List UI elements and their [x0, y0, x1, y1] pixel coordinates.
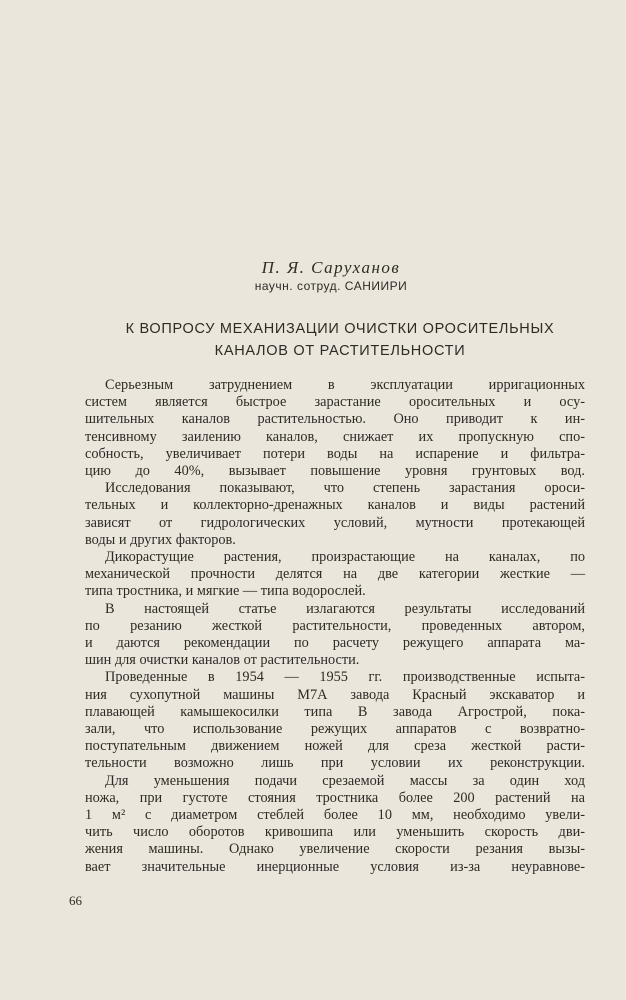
title-line: К ВОПРОСУ МЕХАНИЗАЦИИ ОЧИСТКИ ОРОСИТЕЛЬНЫХ — [125, 321, 555, 337]
text-line: Исследования показывают, что степень зарастания ороси- — [105, 480, 585, 497]
text-line: 1 м² с диаметром стеблей более 10 мм, необходимо увели- — [85, 807, 585, 824]
paragraph — [85, 669, 585, 772]
paragraph — [85, 773, 585, 876]
text-line: поступательным движением ножей для среза жесткой расти- — [85, 738, 585, 755]
text-line: Серьезным затруднением в эксплуатации ирригационных — [105, 377, 585, 393]
text-line: типа тростника, и мягкие — типа водорослей. — [85, 583, 366, 600]
author-position: научн. сотруд. САНИИРИ — [254, 279, 408, 293]
text-line: тельных и коллекторно-дренажных каналов и виды растений — [85, 497, 585, 514]
paragraph — [85, 480, 585, 549]
article-body — [85, 377, 585, 876]
text-line: зависят от гидрологических условий, мутности протекающей — [85, 514, 585, 531]
text-line: Для уменьшения подачи срезаемой массы за один ход — [105, 772, 585, 789]
paragraph — [85, 377, 585, 480]
paragraph — [85, 549, 585, 601]
text-line: В настоящей статье излагаются результаты исследований — [105, 600, 585, 617]
author-name: П. Я. Саруханов — [261, 258, 401, 277]
text-line: плавающей камышекосилки типа В завода Агрострой, пока- — [85, 703, 585, 720]
text-line: Проведенные в 1954 — 1955 гг. производственные испыта- — [105, 669, 585, 686]
text-line: механической прочности делятся на две категории жесткие — — [85, 566, 585, 583]
text-line: жения машины. Однако увеличение скорости резания вызы- — [85, 841, 585, 858]
text-line: воды и других факторов. — [85, 531, 236, 548]
page-number: 66 — [69, 893, 82, 908]
text-line: систем является быстрое зарастание оросительных и осу- — [85, 394, 585, 411]
text-line: чить число оборотов кривошипа или уменьшить скорость дви- — [85, 824, 585, 841]
text-line: тенсивному заилению каналов, снижает их пропускную спо- — [85, 428, 585, 445]
text-line: ния сухопутной машины М7А завода Красный экскаватор и — [85, 686, 585, 703]
text-line: зали, что использование режущих аппаратов с возвратно- — [85, 721, 585, 738]
text-line: шительных каналов растительностью. Оно приводит к ин- — [85, 411, 585, 428]
text-line: цию до 40%, вызывает повышение уровня грунтовых вод. — [85, 463, 585, 480]
text-line: по резанию жесткой растительности, проведенных автором, — [85, 617, 585, 634]
text-line: собность, увеличивает потери воды на испарение и фильтра- — [85, 445, 585, 462]
text-line: Дикорастущие растения, произрастающие на каналах, по — [105, 549, 585, 566]
text-line: тельности возможно лишь при условии их реконструкции. — [85, 755, 585, 772]
text-line: вает значительные инерционные условия из-за неуравнове- — [85, 858, 585, 875]
text-line: ножа, при густоте стояния тростника более 200 растений на — [85, 789, 585, 806]
article-title — [80, 318, 600, 362]
text-line: и даются рекомендации по расчету режущего аппарата ма- — [85, 635, 585, 652]
paragraph — [85, 601, 585, 670]
title-line: КАНАЛОВ ОТ РАСТИТЕЛЬНОСТИ — [214, 343, 466, 359]
text-line: шин для очистки каналов от растительности. — [85, 652, 360, 669]
